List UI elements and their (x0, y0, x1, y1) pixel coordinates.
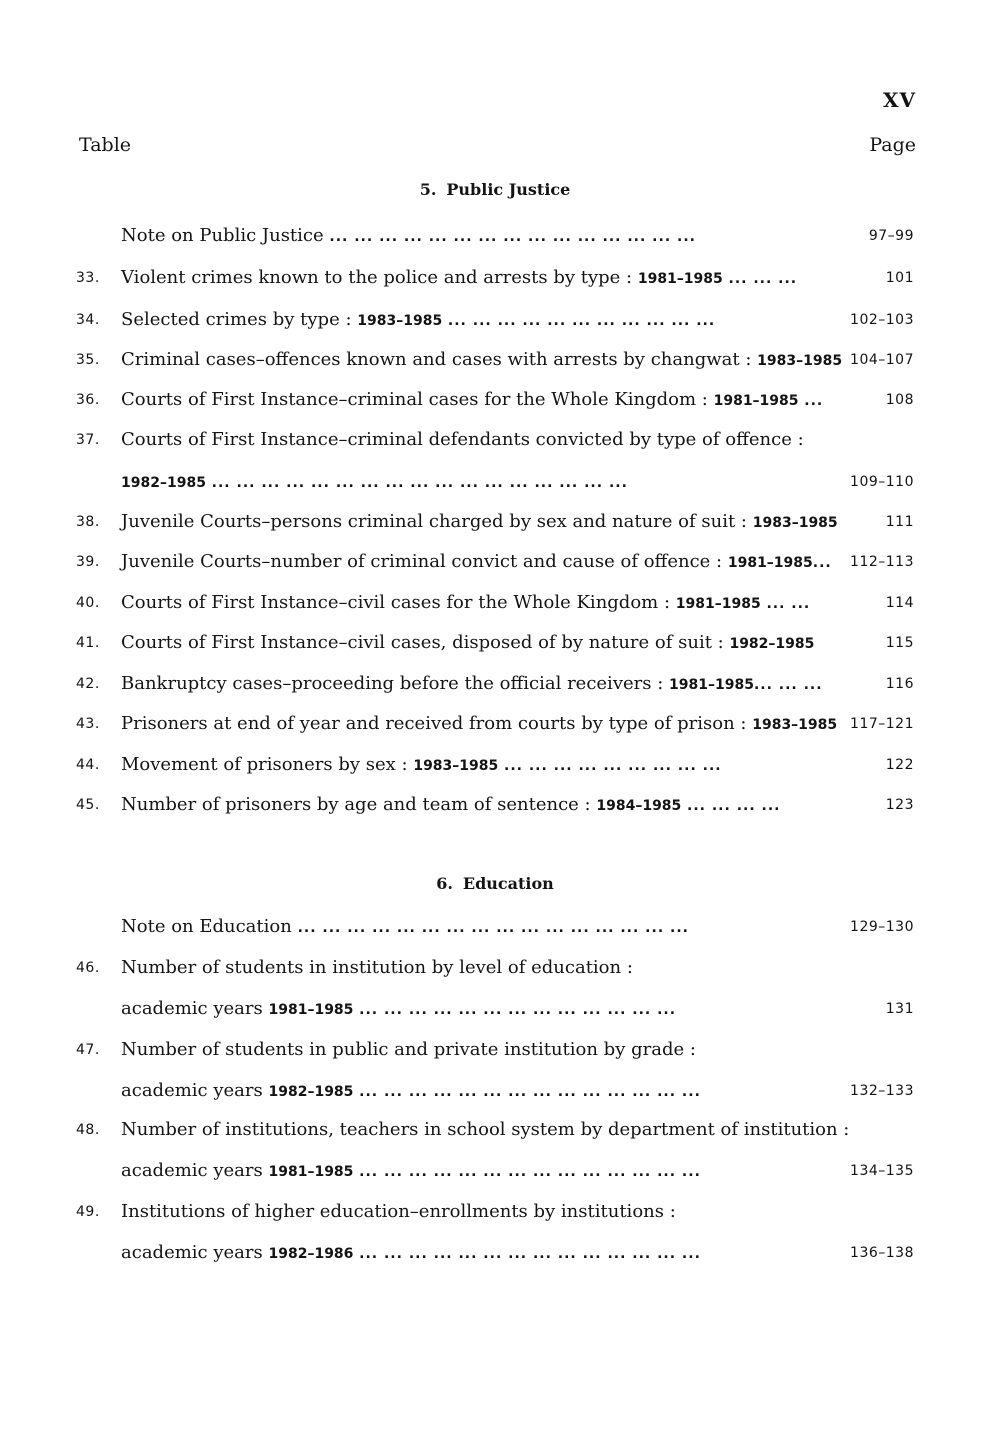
entry-page: 115 (885, 635, 914, 651)
entry-title: Juvenile Courts–persons criminal charged by sex and nature of suit : 1983–1985 (121, 511, 838, 532)
toc-entry (0, 913, 990, 941)
toc-entry (0, 995, 990, 1023)
entry-page: 136–138 (850, 1245, 914, 1261)
entry-number: 43. (76, 716, 100, 732)
entry-title: Institutions of higher education–enrollments by institutions : (121, 1201, 676, 1222)
section-number: 6. (436, 874, 453, 893)
toc-entry (0, 710, 990, 738)
entry-number: 41. (76, 635, 100, 651)
entry-title: Criminal cases–offences known and cases with arrests by changwat : 1983–1985 (121, 349, 843, 370)
toc-entry (0, 426, 990, 454)
toc-entry (0, 589, 990, 617)
toc-entry (0, 1198, 990, 1226)
entry-page: 112–113 (850, 554, 914, 570)
entry-number: 44. (76, 757, 100, 773)
entry-title: Courts of First Instance–criminal defendants convicted by type of offence : (121, 429, 804, 450)
section-heading-public-justice (0, 180, 990, 199)
entry-title: Courts of First Instance–civil cases, disposed of by nature of suit : 1982–1985 (121, 632, 815, 653)
table-column-heading: Table (79, 134, 132, 156)
toc-entry (0, 1239, 990, 1267)
entry-number: 48. (76, 1122, 100, 1138)
entry-number: 36. (76, 392, 100, 408)
toc-entry (0, 751, 990, 779)
entry-number: 45. (76, 797, 100, 813)
entry-page: 114 (885, 595, 914, 611)
entry-number: 38. (76, 514, 100, 530)
entry-title: Note on Public Justice ... ... ... ... ... ... ... ... ... ... ... ... ... ... ... (121, 225, 696, 246)
entry-page: 109–110 (850, 474, 914, 490)
entry-page: 111 (885, 514, 914, 530)
section-title: Education (462, 874, 554, 893)
entry-title: academic years 1982–1986 ... ... ... ... ... ... ... ... ... ... ... ... ... ... (121, 1242, 701, 1263)
section-title: Public Justice (446, 180, 571, 199)
entry-title: Selected crimes by type : 1983–1985 ... ... ... ... ... ... ... ... ... ... ... (121, 309, 716, 330)
entry-page: 101 (885, 270, 914, 286)
entry-number: 37. (76, 432, 100, 448)
entry-page: 123 (885, 797, 914, 813)
entry-page: 97–99 (868, 228, 914, 244)
entry-title: Courts of First Instance–civil cases for the Whole Kingdom : 1981–1985 ... ... (121, 592, 811, 613)
entry-page: 116 (885, 676, 914, 692)
entry-title: Violent crimes known to the police and arrests by type : 1981–1985 ... ... ... (121, 267, 798, 288)
entry-number: 40. (76, 595, 100, 611)
toc-entry (0, 629, 990, 657)
entry-title: Prisoners at end of year and received from courts by type of prison : 1983–1985 (121, 713, 838, 734)
entry-number: 47. (76, 1042, 100, 1058)
entry-title: Number of institutions, teachers in school system by department of institution : (121, 1119, 850, 1140)
section-number: 5. (419, 180, 437, 199)
entry-title: Movement of prisoners by sex : 1983–1985 ... ... ... ... ... ... ... ... ... (121, 754, 722, 775)
entry-title: Bankruptcy cases–proceeding before the official receivers : 1981–1985... ... ... (121, 673, 823, 694)
entry-number: 34. (76, 312, 100, 328)
entry-page: 117–121 (850, 716, 914, 732)
toc-entry (0, 508, 990, 536)
entry-number: 35. (76, 352, 100, 368)
entry-title: Courts of First Instance–criminal cases for the Whole Kingdom : 1981–1985 ... (121, 389, 824, 410)
page-number: XV (882, 88, 916, 112)
toc-entry (0, 670, 990, 698)
entry-page: 131 (885, 1001, 914, 1017)
toc-entry (0, 264, 990, 292)
entry-page: 102–103 (850, 312, 914, 328)
toc-entry (0, 306, 990, 334)
page-column-heading: Page (869, 134, 916, 156)
toc-entry (0, 1116, 990, 1144)
toc-entry (0, 548, 990, 576)
entry-page: 132–133 (850, 1083, 914, 1099)
entry-title: academic years 1982–1985 ... ... ... ... ... ... ... ... ... ... ... ... ... ... (121, 1080, 701, 1101)
toc-entry (0, 954, 990, 982)
entry-title: academic years 1981–1985 ... ... ... ... ... ... ... ... ... ... ... ... ... ... (121, 1160, 701, 1181)
entry-number: 46. (76, 960, 100, 976)
entry-title: Number of prisoners by age and team of sentence : 1984–1985 ... ... ... ... (121, 794, 781, 815)
entry-title: Note on Education ... ... ... ... ... ... ... ... ... ... ... ... ... ... ... ... (121, 916, 689, 937)
toc-entry (0, 791, 990, 819)
entry-title: Juvenile Courts–number of criminal convict and cause of offence : 1981–1985... (121, 551, 832, 572)
entry-page: 108 (885, 392, 914, 408)
toc-entry (0, 1157, 990, 1185)
entry-title: Number of students in public and private institution by grade : (121, 1039, 696, 1060)
entry-title: Number of students in institution by level of education : (121, 957, 633, 978)
toc-entry (0, 386, 990, 414)
entry-number: 39. (76, 554, 100, 570)
entry-title: 1982–1985 ... ... ... ... ... ... ... ... ... ... ... ... ... ... ... ... ... (121, 475, 628, 491)
entry-page: 104–107 (850, 352, 914, 368)
entry-page: 134–135 (850, 1163, 914, 1179)
toc-entry (0, 346, 990, 374)
entry-page: 129–130 (850, 919, 914, 935)
entry-page: 122 (885, 757, 914, 773)
entry-number: 49. (76, 1204, 100, 1220)
entry-number: 42. (76, 676, 100, 692)
section-heading-education (0, 874, 990, 893)
toc-entry (0, 468, 990, 496)
entry-number: 33. (76, 270, 100, 286)
toc-entry (0, 1077, 990, 1105)
toc-entry (0, 1036, 990, 1064)
toc-entry (0, 222, 990, 250)
entry-title: academic years 1981–1985 ... ... ... ... ... ... ... ... ... ... ... ... ... (121, 998, 677, 1019)
